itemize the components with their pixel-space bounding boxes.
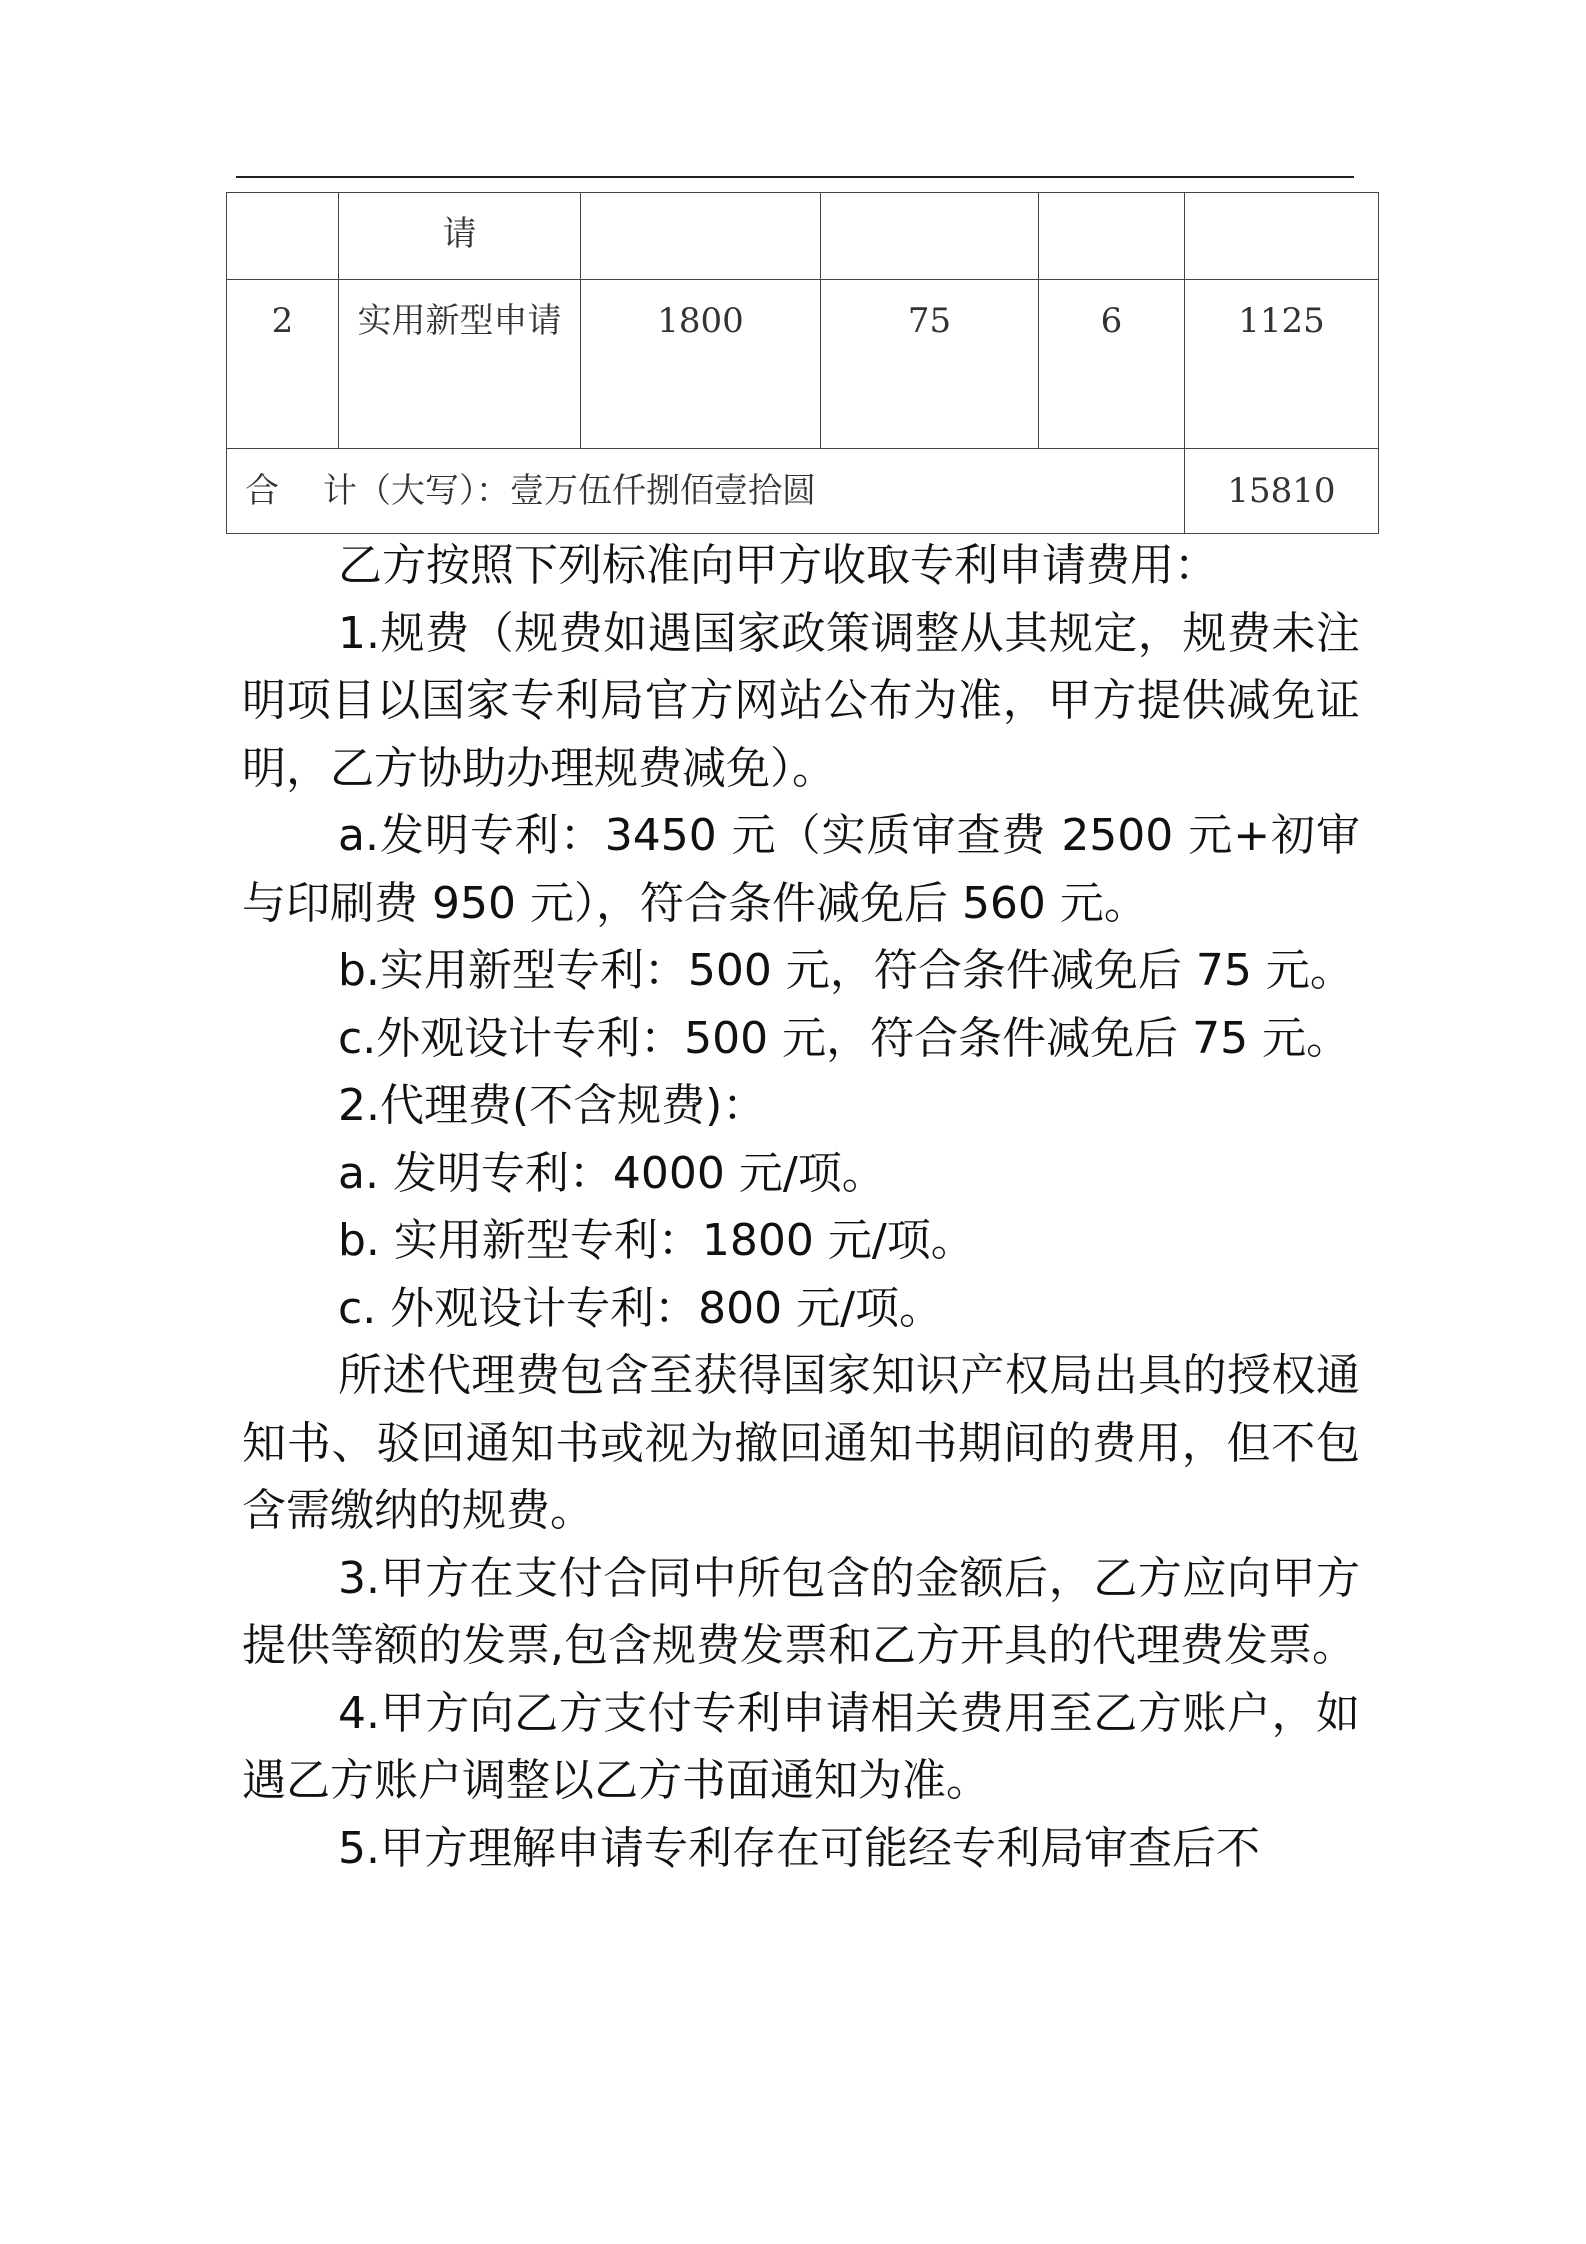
cell-no: 2 <box>227 280 339 449</box>
cell-reduced-fee: 75 <box>821 280 1039 449</box>
total-label <box>227 449 1185 534</box>
cell-item: 实用新型申请 <box>339 280 581 449</box>
paragraph-agency-scope: 所述代理费包含至获得国家知识产权局出具的授权通知书、驳回通知书或视为撤回通知书期间的费用，但不包含需缴纳的规费。 <box>242 1350 1360 1536</box>
cell-quantity <box>1039 193 1185 280</box>
cell-standard-fee: 1800 <box>581 280 821 449</box>
total-label-b: 计（大写）：壹万伍仟捌佰壹拾圆 <box>323 471 816 511</box>
paragraph-risk: 5.甲方理解申请专利存在可能经专利局审查后不 <box>338 1822 1260 1874</box>
cell-amount: 1125 <box>1185 280 1379 449</box>
cell-no <box>227 193 339 280</box>
header-rule <box>236 176 1354 178</box>
paragraph-fee-intro: 乙方按照下列标准向甲方收取专利申请费用： <box>338 540 1218 591</box>
table-row-total <box>227 449 1379 534</box>
table-row-continued <box>227 193 1379 280</box>
cell-quantity: 6 <box>1039 280 1185 449</box>
fee-table <box>226 192 1379 534</box>
cell-item: 请 <box>339 193 581 280</box>
paragraph-agency-design: c. 外观设计专利：800 元/项。 <box>338 1282 943 1334</box>
paragraph-agency-fee: 2.代理费(不含规费)： <box>338 1080 767 1131</box>
paragraph-agency-invention: a. 发明专利：4000 元/项。 <box>338 1147 886 1199</box>
cell-standard-fee <box>581 193 821 280</box>
paragraph-invoice: 3.甲方在支付合同中所包含的金额后，乙方应向甲方提供等额的发票,包含规费发票和乙方开具的代理费发票。 <box>242 1552 1360 1671</box>
cell-amount <box>1185 193 1379 280</box>
total-label-a: 合 <box>245 471 279 511</box>
paragraph-agency-utility: b. 实用新型专利：1800 元/项。 <box>338 1215 975 1266</box>
paragraph-utility-fee: b.实用新型专利：500 元，符合条件减免后 75 元。 <box>338 945 1354 996</box>
paragraph-invention-fee: a.发明专利：3450 元（实质审查费 2500 元+初审与印刷费 950 元），符合条件减免后 560 元。 <box>242 810 1360 929</box>
cell-reduced-fee <box>821 193 1039 280</box>
contract-body <box>242 532 1360 1882</box>
total-amount: 15810 <box>1185 449 1379 534</box>
paragraph-official-fees: 1.规费（规费如遇国家政策调整从其规定，规费未注明项目以国家专利局官方网站公布为准，甲方提供减免证明，乙方协助办理规费减免）。 <box>242 607 1360 794</box>
paragraph-design-fee: c.外观设计专利：500 元，符合条件减免后 75 元。 <box>338 1012 1351 1064</box>
paragraph-payment: 4.甲方向乙方支付专利申请相关费用至乙方账户，如遇乙方账户调整以乙方书面通知为准。 <box>242 1687 1360 1806</box>
table-row <box>227 280 1379 449</box>
